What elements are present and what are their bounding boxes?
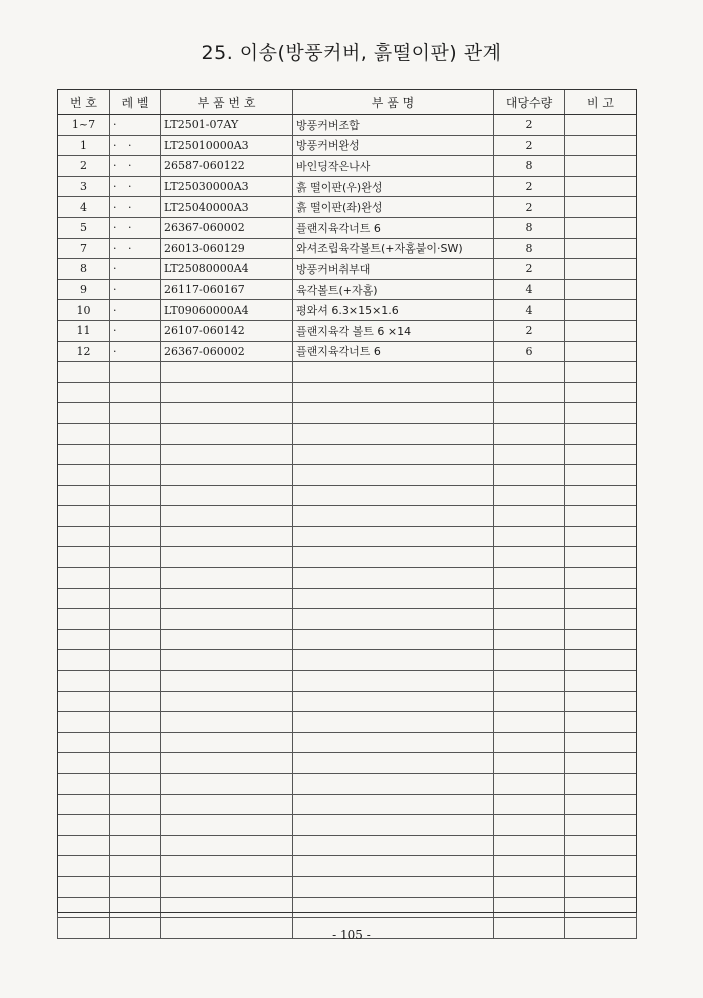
row-part-number: 26367-060002 xyxy=(161,217,293,238)
row-quantity: 8 xyxy=(494,156,565,177)
row-part-number: LT25080000A4 xyxy=(161,259,293,280)
row-number: 3 xyxy=(58,176,110,197)
row-part-number: LT25030000A3 xyxy=(161,176,293,197)
row-quantity: 8 xyxy=(494,217,565,238)
row-number: 10 xyxy=(58,300,110,321)
row-level: · xyxy=(110,300,161,321)
row-level: · · xyxy=(110,217,161,238)
row-number: 5 xyxy=(58,217,110,238)
row-part-name: 흙 떨이판(좌)완성 xyxy=(293,197,494,218)
row-level: · xyxy=(110,279,161,300)
row-number: 4 xyxy=(58,197,110,218)
row-quantity: 2 xyxy=(494,135,565,156)
header-number: 번 호 xyxy=(58,90,110,115)
row-part-name: 바인딩작은나사 xyxy=(293,156,494,177)
row-part-number: LT25040000A3 xyxy=(161,197,293,218)
row-level: · · xyxy=(110,197,161,218)
row-level: · xyxy=(110,320,161,341)
header-level: 레 벨 xyxy=(110,90,161,115)
row-part-name: 방풍커버완성 xyxy=(293,135,494,156)
row-level: · · xyxy=(110,176,161,197)
row-number: 1 xyxy=(58,135,110,156)
row-part-name: 방풍커버취부대 xyxy=(293,259,494,280)
row-number: 9 xyxy=(58,279,110,300)
row-part-number: LT25010000A3 xyxy=(161,135,293,156)
row-part-name: 플랜지육각 볼트 6 ×14 xyxy=(293,320,494,341)
row-part-name: 육각볼트(+자홈) xyxy=(293,279,494,300)
row-number: 8 xyxy=(58,259,110,280)
row-part-number: 26117-060167 xyxy=(161,279,293,300)
row-level: · xyxy=(110,115,161,136)
row-quantity: 2 xyxy=(494,320,565,341)
header-remarks: 비 고 xyxy=(565,90,637,115)
row-part-name: 플랜지육각너트 6 xyxy=(293,217,494,238)
header-part-number: 부 품 번 호 xyxy=(161,90,293,115)
row-quantity: 4 xyxy=(494,279,565,300)
row-part-name: 흙 떨이판(우)완성 xyxy=(293,176,494,197)
row-quantity: 2 xyxy=(494,115,565,136)
row-part-number: LT09060000A4 xyxy=(161,300,293,321)
row-level: · · xyxy=(110,238,161,259)
row-quantity: 6 xyxy=(494,341,565,362)
row-part-name: 와셔조립육각볼트(+자홈붙이·SW) xyxy=(293,238,494,259)
row-part-number: 26107-060142 xyxy=(161,320,293,341)
row-part-number: LT2501-07AY xyxy=(161,115,293,136)
row-part-name: 방풍커버조합 xyxy=(293,115,494,136)
row-number: 12 xyxy=(58,341,110,362)
row-number: 7 xyxy=(58,238,110,259)
page-title: 25. 이송(방풍커버, 흙떨이판) 관계 xyxy=(201,42,502,64)
row-part-number: 26587-060122 xyxy=(161,156,293,177)
row-quantity: 2 xyxy=(494,176,565,197)
header-quantity: 대당수량 xyxy=(494,90,565,115)
row-part-number: 26013-060129 xyxy=(161,238,293,259)
table-frame xyxy=(57,89,637,913)
row-number: 1~7 xyxy=(58,115,110,136)
row-number: 2 xyxy=(58,156,110,177)
row-level: · · xyxy=(110,156,161,177)
row-part-name: 평와셔 6.3×15×1.6 xyxy=(293,300,494,321)
row-level: · · xyxy=(110,135,161,156)
row-part-name: 플랜지육각너트 6 xyxy=(293,341,494,362)
row-level: · xyxy=(110,341,161,362)
row-level: · xyxy=(110,259,161,280)
row-quantity: 2 xyxy=(494,197,565,218)
row-part-number: 26367-060002 xyxy=(161,341,293,362)
row-quantity: 4 xyxy=(494,300,565,321)
row-quantity: 2 xyxy=(494,259,565,280)
row-number: 11 xyxy=(58,320,110,341)
row-quantity: 8 xyxy=(494,238,565,259)
header-part-name: 부 품 명 xyxy=(293,90,494,115)
page-number: - 105 - xyxy=(332,928,371,942)
